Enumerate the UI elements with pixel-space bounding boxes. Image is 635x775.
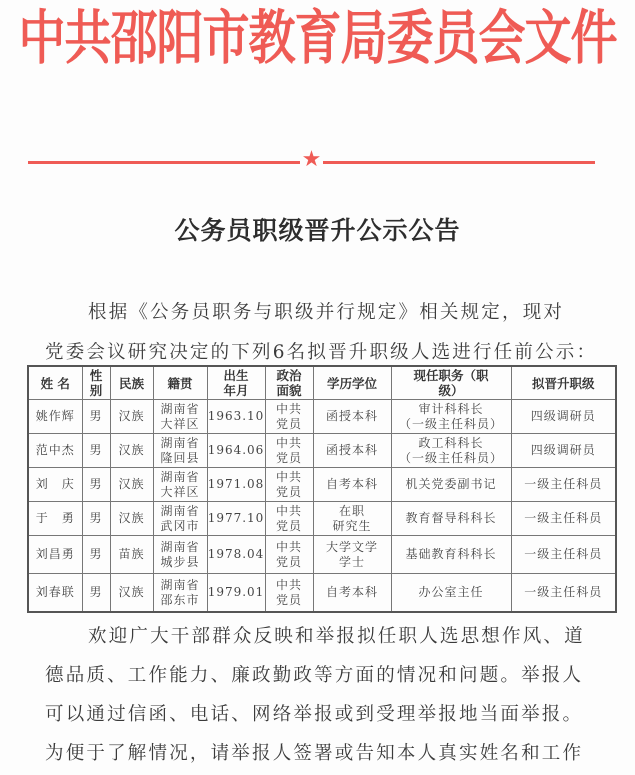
cell-origin: 湖南省 城步县: [153, 536, 207, 574]
cell-origin: 湖南省 武冈市: [153, 502, 207, 536]
document-title: 公务员职级晋升公示公告: [174, 216, 461, 245]
table-row: [28, 434, 616, 468]
cell-ethnicity: 汉族: [110, 574, 153, 613]
red-divider: [28, 147, 595, 172]
table-row: [28, 468, 616, 502]
col-header-ethnicity: 民族: [110, 366, 153, 400]
cell-education: 在职 研究生: [313, 502, 391, 536]
cell-party: 中共 党员: [265, 574, 313, 613]
cell-education: 函授本科: [313, 400, 391, 434]
cell-birth: 1963.10: [207, 400, 265, 434]
cell-ethnicity: 汉族: [110, 434, 153, 468]
intro-line-1: 根据《公务员职务与职级并行规定》相关规定，现对: [88, 302, 565, 323]
cell-birth: 1979.01: [207, 574, 265, 613]
closing-line-4: 为便于了解情况，请举报人签署或告知本人真实姓名和工作: [45, 743, 584, 764]
closing-line-3: 可以通过信函、电话、网络举报或到受理举报地当面举报。: [45, 704, 584, 725]
cell-name: 于 勇: [28, 502, 82, 536]
col-header-origin: 籍贯: [153, 366, 207, 400]
cell-proposed-rank: 四级调研员: [511, 434, 616, 468]
col-header-gender: 性 别: [82, 366, 110, 400]
cell-party: 中共 党员: [265, 502, 313, 536]
cell-party: 中共 党员: [265, 400, 313, 434]
cell-gender: 男: [82, 502, 110, 536]
cell-name: 刘春联: [28, 574, 82, 613]
cell-origin: 湖南省 大祥区: [153, 468, 207, 502]
cell-name: 范中杰: [28, 434, 82, 468]
divider-line-right: [323, 161, 595, 164]
col-header-proposed-rank: 拟晋升职级: [511, 366, 616, 400]
cell-gender: 男: [82, 536, 110, 574]
cell-education: 大学文学 学士: [313, 536, 391, 574]
cell-education: 自考本科: [313, 574, 391, 613]
issuer-masthead: 中共邵阳市教育局委员会文件: [18, 4, 617, 73]
table-row: [28, 574, 616, 613]
cell-birth: 1977.10: [207, 502, 265, 536]
star-icon: ★: [301, 147, 322, 172]
promotion-candidates-table: [27, 365, 617, 613]
cell-party: 中共 党员: [265, 468, 313, 502]
cell-birth: 1971.08: [207, 468, 265, 502]
cell-current-post: 政工科科长 （一级主任科员）: [391, 434, 511, 468]
cell-education: 自考本科: [313, 468, 391, 502]
cell-name: 刘 庆: [28, 468, 82, 502]
col-header-name: 姓 名: [28, 366, 82, 400]
cell-gender: 男: [82, 400, 110, 434]
cell-current-post: 审计科科长 （一级主任科员）: [391, 400, 511, 434]
closing-line-2: 德品质、工作能力、廉政勤政等方面的情况和问题。举报人: [45, 665, 584, 686]
cell-gender: 男: [82, 468, 110, 502]
cell-current-post: 基础教育科科长: [391, 536, 511, 574]
cell-ethnicity: 汉族: [110, 502, 153, 536]
cell-proposed-rank: 一级主任科员: [511, 502, 616, 536]
cell-gender: 男: [82, 574, 110, 613]
cell-birth: 1964.06: [207, 434, 265, 468]
table-row: [28, 400, 616, 434]
intro-line-2: 党委会议研究决定的下列6名拟晋升职级人选进行任前公示：: [45, 342, 598, 363]
cell-name: 姚作辉: [28, 400, 82, 434]
cell-current-post: 办公室主任: [391, 574, 511, 613]
col-header-party: 政治 面貌: [265, 366, 313, 400]
cell-education: 函授本科: [313, 434, 391, 468]
cell-party: 中共 党员: [265, 434, 313, 468]
cell-origin: 湖南省 邵东市: [153, 574, 207, 613]
cell-current-post: 教育督导科科长: [391, 502, 511, 536]
col-header-education: 学历学位: [313, 366, 391, 400]
table-row: [28, 536, 616, 574]
cell-proposed-rank: 一级主任科员: [511, 536, 616, 574]
cell-ethnicity: 汉族: [110, 468, 153, 502]
divider-line-left: [28, 161, 300, 164]
cell-current-post: 机关党委副书记: [391, 468, 511, 502]
cell-name: 刘昌勇: [28, 536, 82, 574]
closing-line-1: 欢迎广大干部群众反映和举报拟任职人选思想作风、道: [88, 626, 585, 647]
cell-ethnicity: 汉族: [110, 400, 153, 434]
cell-origin: 湖南省 隆回县: [153, 434, 207, 468]
col-header-birth: 出生 年月: [207, 366, 265, 400]
cell-party: 中共 党员: [265, 536, 313, 574]
table-header-row: [28, 366, 616, 400]
cell-origin: 湖南省 大祥区: [153, 400, 207, 434]
cell-proposed-rank: 一级主任科员: [511, 574, 616, 613]
cell-gender: 男: [82, 434, 110, 468]
cell-proposed-rank: 四级调研员: [511, 400, 616, 434]
table-row: [28, 502, 616, 536]
cell-birth: 1978.04: [207, 536, 265, 574]
cell-ethnicity: 苗族: [110, 536, 153, 574]
col-header-current-post: 现任职务（职 级）: [391, 366, 511, 400]
cell-proposed-rank: 一级主任科员: [511, 468, 616, 502]
